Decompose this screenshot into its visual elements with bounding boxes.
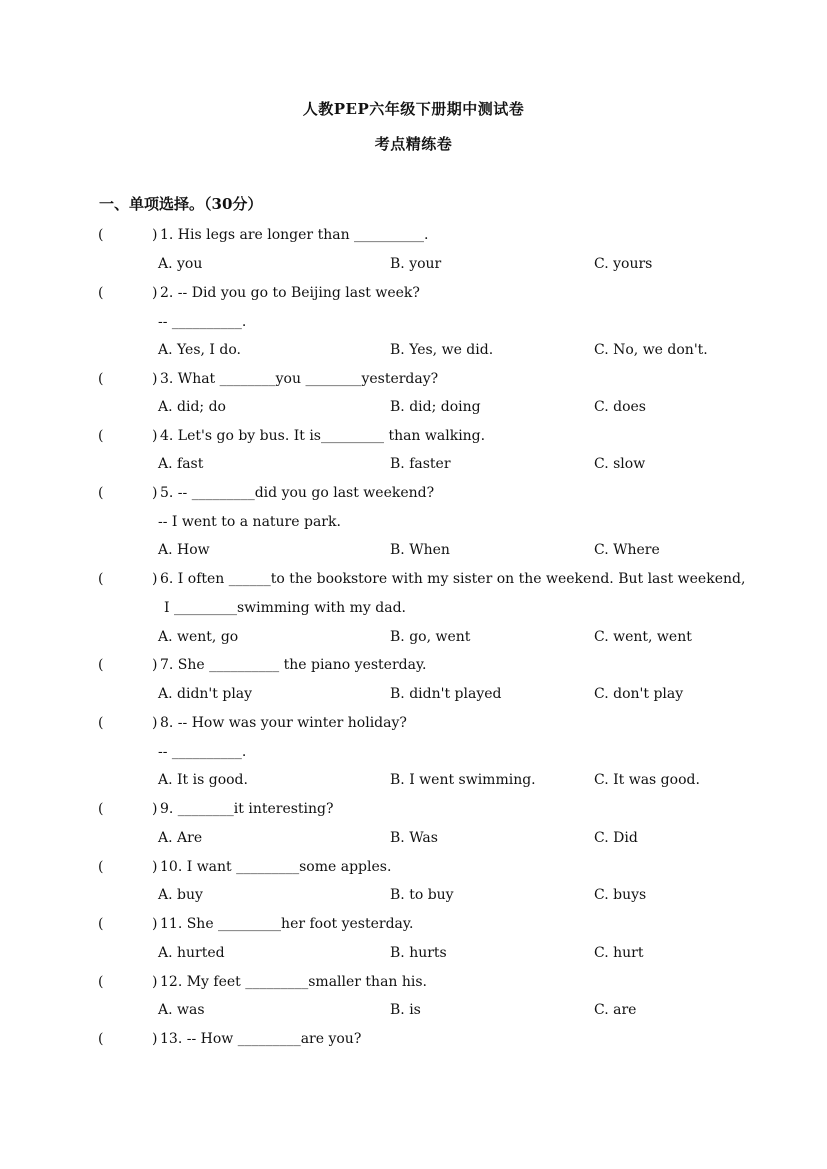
answer-paren-open: ( xyxy=(98,371,104,387)
option-c: C. slow xyxy=(594,456,646,472)
option-c: C. don't play xyxy=(594,686,684,702)
option-a: A. Are xyxy=(158,830,203,846)
question-continuation-row xyxy=(0,597,827,619)
question-text: 3. What ________you ________yesterday? xyxy=(160,371,439,387)
answer-paren-open: ( xyxy=(98,974,104,990)
question-continuation: I _________swimming with my dad. xyxy=(164,600,406,616)
question-text: 5. -- _________did you go last weekend? xyxy=(160,485,435,501)
question-continuation: -- I went to a nature park. xyxy=(158,514,341,530)
option-b: B. hurts xyxy=(390,945,447,961)
question-text: 6. I often ______to the bookstore with my sister on the weekend. But last weekend, xyxy=(160,571,746,587)
option-c: C. went, went xyxy=(594,629,692,645)
option-b: B. to buy xyxy=(390,887,454,903)
question-text: 12. My feet _________smaller than his. xyxy=(160,974,428,990)
answer-paren-open: ( xyxy=(98,657,104,673)
option-b: B. didn't played xyxy=(390,686,502,702)
option-a: A. fast xyxy=(158,456,204,472)
question-continuation-row xyxy=(0,741,827,763)
answer-paren-open: ( xyxy=(98,859,104,875)
option-b: B. faster xyxy=(390,456,451,472)
option-c: C. buys xyxy=(594,887,647,903)
option-c: C. yours xyxy=(594,256,653,272)
answer-paren-close: ) xyxy=(152,227,158,243)
question-row xyxy=(0,913,827,935)
answer-paren-close: ) xyxy=(152,916,158,932)
options-row xyxy=(0,884,827,906)
answer-paren-open: ( xyxy=(98,801,104,817)
answer-paren-close: ) xyxy=(152,428,158,444)
question-row xyxy=(0,368,827,390)
question-continuation-row xyxy=(0,311,827,333)
options-row xyxy=(0,827,827,849)
question-text: 13. -- How _________are you? xyxy=(160,1031,362,1047)
option-a: A. you xyxy=(158,256,203,272)
answer-paren-open: ( xyxy=(98,916,104,932)
option-a: A. Yes, I do. xyxy=(158,342,241,358)
question-row xyxy=(0,282,827,304)
option-c: C. Where xyxy=(594,542,660,558)
answer-paren-close: ) xyxy=(152,285,158,301)
question-row xyxy=(0,971,827,993)
option-b: B. Yes, we did. xyxy=(390,342,494,358)
options-row xyxy=(0,999,827,1021)
option-c: C. No, we don't. xyxy=(594,342,708,358)
question-row xyxy=(0,654,827,676)
question-continuation: -- __________. xyxy=(158,744,247,760)
question-row xyxy=(0,425,827,447)
question-row xyxy=(0,568,827,590)
options-row xyxy=(0,253,827,275)
answer-paren-close: ) xyxy=(152,974,158,990)
question-text: 11. She _________her foot yesterday. xyxy=(160,916,414,932)
question-row xyxy=(0,856,827,878)
option-a: A. didn't play xyxy=(158,686,253,702)
page-subtitle: 考点精练卷 xyxy=(374,135,453,153)
answer-paren-close: ) xyxy=(152,801,158,817)
option-b: B. your xyxy=(390,256,442,272)
option-a: A. buy xyxy=(158,887,203,903)
question-row xyxy=(0,482,827,504)
question-continuation-row xyxy=(0,511,827,533)
page-title: 人教PEP六年级下册期中测试卷 xyxy=(302,100,525,118)
question-row xyxy=(0,798,827,820)
options-row xyxy=(0,683,827,705)
option-b: B. is xyxy=(390,1002,421,1018)
options-row xyxy=(0,396,827,418)
answer-paren-close: ) xyxy=(152,859,158,875)
option-c: C. It was good. xyxy=(594,772,700,788)
option-a: A. went, go xyxy=(158,629,239,645)
question-text: 2. -- Did you go to Beijing last week? xyxy=(160,285,420,301)
options-row xyxy=(0,453,827,475)
question-text: 9. ________it interesting? xyxy=(160,801,334,817)
answer-paren-close: ) xyxy=(152,715,158,731)
answer-paren-close: ) xyxy=(152,371,158,387)
answer-paren-open: ( xyxy=(98,227,104,243)
answer-paren-close: ) xyxy=(152,571,158,587)
answer-paren-open: ( xyxy=(98,1031,104,1047)
options-row xyxy=(0,769,827,791)
answer-paren-open: ( xyxy=(98,485,104,501)
answer-paren-open: ( xyxy=(98,428,104,444)
option-b: B. Was xyxy=(390,830,438,846)
question-text: 10. I want _________some apples. xyxy=(160,859,392,875)
question-row xyxy=(0,1028,827,1050)
option-c: C. does xyxy=(594,399,646,415)
option-a: A. was xyxy=(158,1002,205,1018)
answer-paren-close: ) xyxy=(152,657,158,673)
option-b: B. did; doing xyxy=(390,399,481,415)
options-row xyxy=(0,626,827,648)
option-a: A. It is good. xyxy=(158,772,248,788)
option-a: A. did; do xyxy=(158,399,226,415)
question-text: 8. -- How was your winter holiday? xyxy=(160,715,407,731)
options-row xyxy=(0,339,827,361)
question-text: 7. She __________ the piano yesterday. xyxy=(160,657,427,673)
option-b: B. go, went xyxy=(390,629,471,645)
answer-paren-close: ) xyxy=(152,485,158,501)
option-a: A. hurted xyxy=(158,945,225,961)
answer-paren-open: ( xyxy=(98,715,104,731)
option-b: B. I went swimming. xyxy=(390,772,536,788)
question-row xyxy=(0,712,827,734)
answer-paren-open: ( xyxy=(98,571,104,587)
option-c: C. hurt xyxy=(594,945,644,961)
answer-paren-close: ) xyxy=(152,1031,158,1047)
options-row xyxy=(0,539,827,561)
option-c: C. Did xyxy=(594,830,638,846)
option-b: B. When xyxy=(390,542,450,558)
question-row xyxy=(0,224,827,246)
question-text: 4. Let's go by bus. It is_________ than walking. xyxy=(160,428,486,444)
answer-paren-open: ( xyxy=(98,285,104,301)
options-row xyxy=(0,942,827,964)
option-a: A. How xyxy=(158,542,210,558)
question-continuation: -- __________. xyxy=(158,314,247,330)
section-heading: 一、单项选择。（30分） xyxy=(99,195,263,213)
option-c: C. are xyxy=(594,1002,637,1018)
question-text: 1. His legs are longer than __________. xyxy=(160,227,429,243)
